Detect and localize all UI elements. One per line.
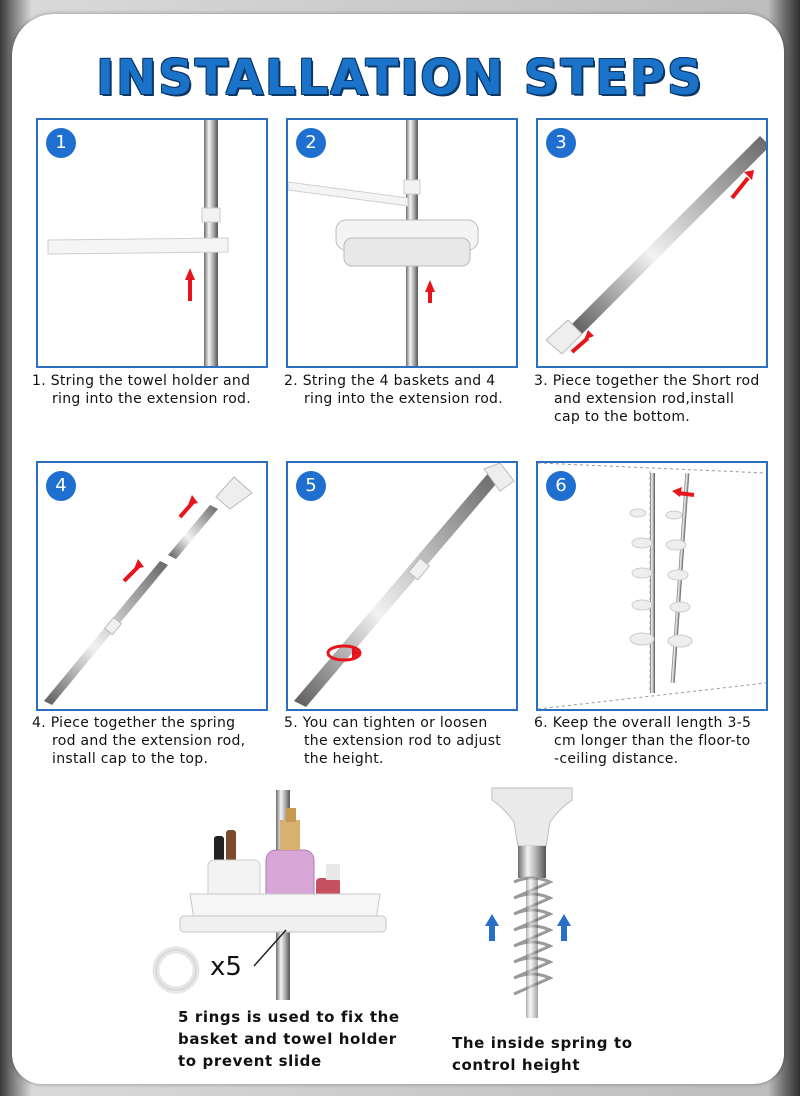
rings-line: 5 rings is used to fix the <box>178 1008 400 1026</box>
step-6-caption <box>534 714 784 768</box>
step-1-panel <box>36 118 268 368</box>
caption-line: ring into the extension rod. <box>52 391 251 407</box>
step-5-number: 5 <box>296 471 326 501</box>
basket-illustration <box>150 790 410 1000</box>
step-5-illustration <box>288 463 516 709</box>
step-1-illustration <box>38 120 266 366</box>
caption-line: 4. Piece together the spring <box>32 715 236 731</box>
rings-line: to prevent slide <box>178 1052 322 1070</box>
step-3-caption <box>534 372 784 426</box>
caption-line: 6. Keep the overall length 3-5 <box>534 715 752 731</box>
step-4-illustration <box>38 463 266 709</box>
caption-line: 2. String the 4 baskets and 4 <box>284 373 496 389</box>
step-5-panel <box>286 461 518 711</box>
caption-line: 5. You can tighten or loosen <box>284 715 488 731</box>
caption-line: ring into the extension rod. <box>304 391 503 407</box>
spring-line: The inside spring to <box>452 1034 633 1052</box>
caption-line: cm longer than the floor-to <box>554 733 751 749</box>
page-title: INSTALLATION STEPS <box>96 50 704 106</box>
step-4-panel <box>36 461 268 711</box>
spring-line: control height <box>452 1056 581 1074</box>
caption-line: the extension rod to adjust <box>304 733 502 749</box>
rings-line: basket and towel holder <box>178 1030 397 1048</box>
caption-line: cap to the bottom. <box>554 409 691 425</box>
step-1-number: 1 <box>46 128 76 158</box>
spring-illustration <box>470 782 600 1028</box>
step-6-panel <box>536 461 768 711</box>
caption-line: -ceiling distance. <box>554 751 679 767</box>
step-4-caption <box>32 714 282 768</box>
rings-count-label: x5 <box>210 952 242 982</box>
step-1-caption <box>32 372 282 408</box>
spring-description <box>452 1032 633 1076</box>
step-3-number: 3 <box>546 128 576 158</box>
step-6-illustration <box>538 463 766 709</box>
caption-line: install cap to the top. <box>52 751 209 767</box>
caption-line: 3. Piece together the Short rod <box>534 373 760 389</box>
step-2-caption <box>284 372 534 408</box>
caption-line: 1. String the towel holder and <box>32 373 251 389</box>
step-2-panel <box>286 118 518 368</box>
step-3-panel <box>536 118 768 368</box>
step-2-illustration <box>288 120 516 366</box>
caption-line: rod and the extension rod, <box>52 733 246 749</box>
step-6-number: 6 <box>546 471 576 501</box>
caption-line: the height. <box>304 751 384 767</box>
step-3-illustration <box>538 120 766 366</box>
rings-description <box>178 1006 400 1072</box>
step-4-number: 4 <box>46 471 76 501</box>
step-2-number: 2 <box>296 128 326 158</box>
caption-line: and extension rod,install <box>554 391 735 407</box>
step-5-caption <box>284 714 534 768</box>
